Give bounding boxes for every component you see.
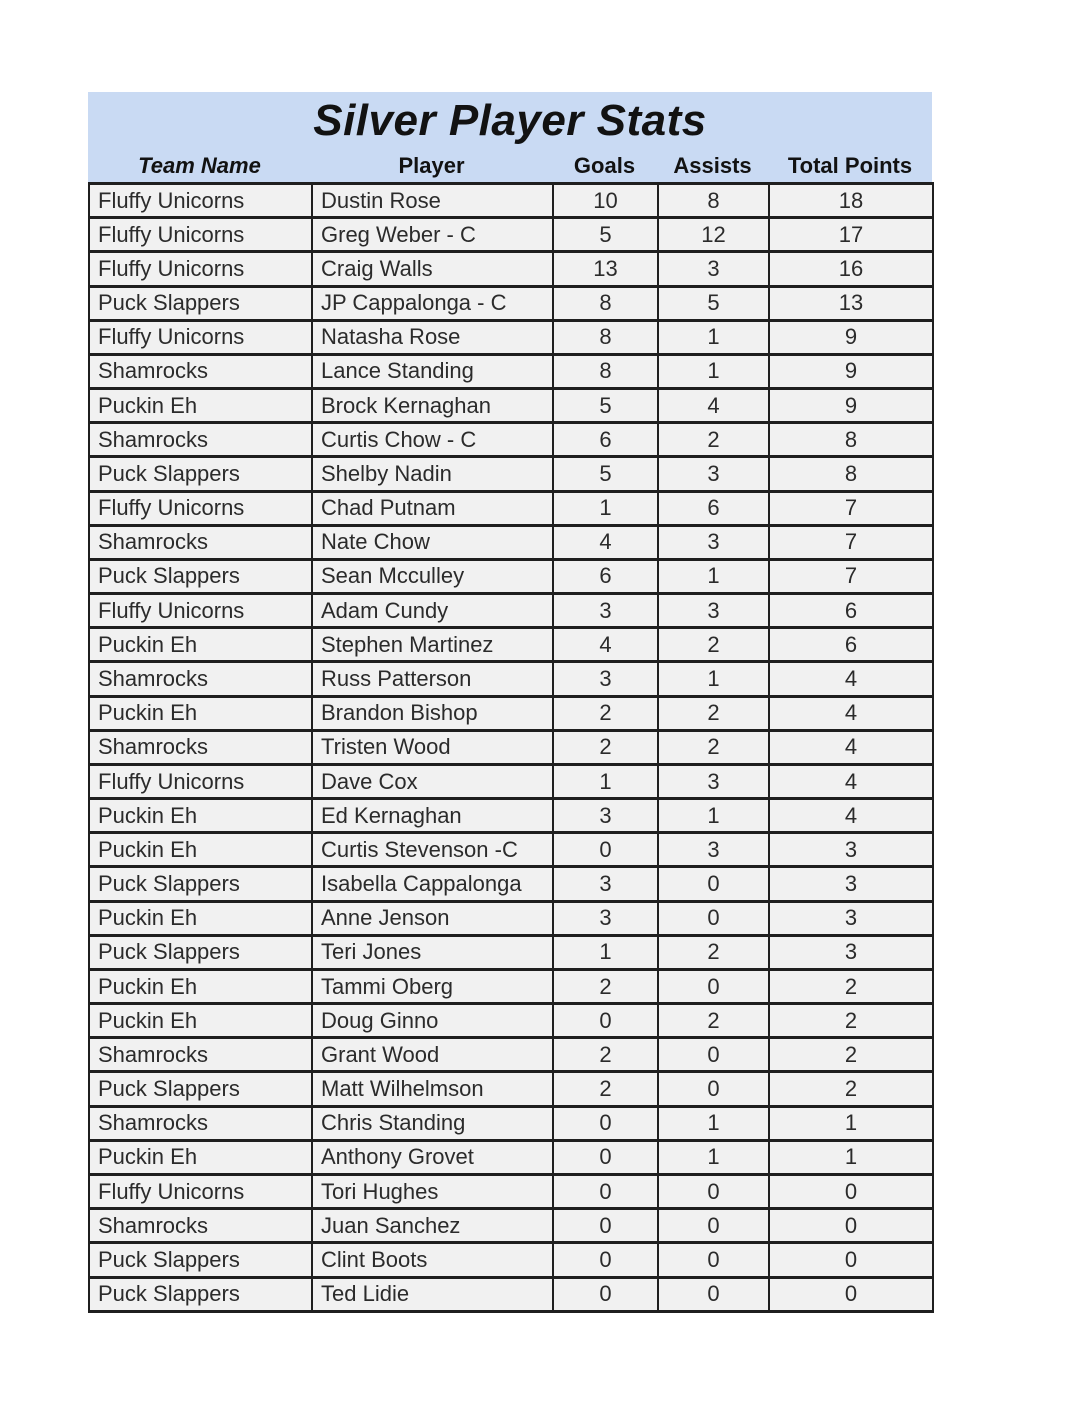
cell-total-points: 9	[769, 389, 933, 423]
column-header-assists: Assists	[673, 153, 752, 178]
cell-team-name: Fluffy Unicorns	[89, 594, 312, 628]
cell-assists: 0	[658, 1174, 769, 1208]
cell-assists: 2	[658, 628, 769, 662]
cell-total-points: 17	[769, 218, 933, 252]
cell-assists: 3	[658, 764, 769, 798]
table-row	[89, 901, 933, 935]
cell-player: Brock Kernaghan	[312, 389, 553, 423]
cell-assists: 1	[658, 354, 769, 388]
table-row	[89, 320, 933, 354]
cell-assists: 0	[658, 969, 769, 1003]
page-title: Silver Player Stats	[313, 96, 707, 145]
cell-total-points: 7	[769, 525, 933, 559]
cell-assists: 0	[658, 1209, 769, 1243]
cell-team-name: Shamrocks	[89, 1106, 312, 1140]
cell-goals: 6	[553, 559, 658, 593]
cell-player: JP Cappalonga - C	[312, 286, 553, 320]
cell-goals: 1	[553, 935, 658, 969]
column-header-total-points: Total Points	[787, 153, 913, 178]
cell-total-points: 2	[769, 969, 933, 1003]
table-row	[89, 525, 933, 559]
cell-player: Stephen Martinez	[312, 628, 553, 662]
cell-goals: 2	[553, 1072, 658, 1106]
cell-goals: 8	[553, 286, 658, 320]
cell-goals: 0	[553, 1277, 658, 1312]
cell-assists: 3	[658, 833, 769, 867]
cell-goals: 0	[553, 1106, 658, 1140]
table-row	[89, 389, 933, 423]
cell-team-name: Fluffy Unicorns	[89, 320, 312, 354]
cell-total-points: 8	[769, 423, 933, 457]
table-row	[89, 1277, 933, 1312]
cell-assists: 2	[658, 696, 769, 730]
cell-assists: 1	[658, 1106, 769, 1140]
column-header-row	[88, 150, 932, 182]
cell-player: Clint Boots	[312, 1243, 553, 1277]
cell-assists: 3	[658, 525, 769, 559]
table-row	[89, 354, 933, 388]
cell-team-name: Shamrocks	[89, 354, 312, 388]
cell-team-name: Puck Slappers	[89, 457, 312, 491]
cell-goals: 6	[553, 423, 658, 457]
cell-player: Grant Wood	[312, 1038, 553, 1072]
cell-player: Curtis Chow - C	[312, 423, 553, 457]
cell-assists: 12	[658, 218, 769, 252]
table-row	[89, 184, 933, 218]
cell-team-name: Shamrocks	[89, 662, 312, 696]
table-row	[89, 1106, 933, 1140]
cell-player: Craig Walls	[312, 252, 553, 286]
table-row	[89, 1243, 933, 1277]
cell-total-points: 3	[769, 935, 933, 969]
cell-assists: 0	[658, 1038, 769, 1072]
cell-assists: 8	[658, 184, 769, 218]
cell-goals: 3	[553, 799, 658, 833]
cell-team-name: Puck Slappers	[89, 1243, 312, 1277]
cell-total-points: 4	[769, 662, 933, 696]
cell-player: Brandon Bishop	[312, 696, 553, 730]
cell-goals: 0	[553, 833, 658, 867]
cell-team-name: Shamrocks	[89, 1209, 312, 1243]
cell-team-name: Shamrocks	[89, 423, 312, 457]
cell-total-points: 0	[769, 1209, 933, 1243]
table-row	[89, 1072, 933, 1106]
cell-total-points: 9	[769, 354, 933, 388]
stats-table-body	[89, 184, 933, 1312]
cell-player: Curtis Stevenson -C	[312, 833, 553, 867]
table-header-band	[88, 92, 932, 182]
cell-assists: 6	[658, 491, 769, 525]
table-row	[89, 1038, 933, 1072]
table-row	[89, 1140, 933, 1174]
cell-total-points: 4	[769, 799, 933, 833]
cell-player: Isabella Cappalonga	[312, 867, 553, 901]
cell-team-name: Puckin Eh	[89, 901, 312, 935]
table-row	[89, 662, 933, 696]
cell-team-name: Shamrocks	[89, 525, 312, 559]
cell-goals: 0	[553, 1209, 658, 1243]
cell-assists: 3	[658, 457, 769, 491]
cell-total-points: 18	[769, 184, 933, 218]
table-row	[89, 730, 933, 764]
table-row	[89, 969, 933, 1003]
cell-goals: 3	[553, 594, 658, 628]
cell-team-name: Puckin Eh	[89, 1004, 312, 1038]
cell-assists: 1	[658, 1140, 769, 1174]
cell-team-name: Fluffy Unicorns	[89, 184, 312, 218]
table-row	[89, 799, 933, 833]
cell-player: Russ Patterson	[312, 662, 553, 696]
cell-total-points: 0	[769, 1277, 933, 1312]
table-row	[89, 764, 933, 798]
cell-player: Shelby Nadin	[312, 457, 553, 491]
cell-goals: 8	[553, 320, 658, 354]
table-row	[89, 594, 933, 628]
cell-team-name: Puckin Eh	[89, 1140, 312, 1174]
cell-goals: 1	[553, 764, 658, 798]
cell-total-points: 7	[769, 491, 933, 525]
cell-team-name: Puck Slappers	[89, 1072, 312, 1106]
cell-player: Dave Cox	[312, 764, 553, 798]
cell-total-points: 6	[769, 628, 933, 662]
table-row	[89, 935, 933, 969]
cell-goals: 3	[553, 901, 658, 935]
cell-player: Teri Jones	[312, 935, 553, 969]
cell-total-points: 4	[769, 764, 933, 798]
column-header-goals: Goals	[573, 153, 636, 178]
cell-player: Juan Sanchez	[312, 1209, 553, 1243]
cell-assists: 3	[658, 594, 769, 628]
cell-goals: 5	[553, 389, 658, 423]
cell-assists: 0	[658, 1243, 769, 1277]
cell-total-points: 6	[769, 594, 933, 628]
cell-player: Anne Jenson	[312, 901, 553, 935]
cell-goals: 0	[553, 1004, 658, 1038]
table-row	[89, 833, 933, 867]
cell-total-points: 9	[769, 320, 933, 354]
cell-player: Ed Kernaghan	[312, 799, 553, 833]
cell-player: Doug Ginno	[312, 1004, 553, 1038]
table-row	[89, 1209, 933, 1243]
table-row	[89, 867, 933, 901]
cell-assists: 1	[658, 799, 769, 833]
cell-player: Sean Mcculley	[312, 559, 553, 593]
table-row	[89, 423, 933, 457]
cell-goals: 0	[553, 1174, 658, 1208]
table-row	[89, 252, 933, 286]
cell-player: Nate Chow	[312, 525, 553, 559]
cell-total-points: 3	[769, 901, 933, 935]
cell-total-points: 3	[769, 833, 933, 867]
cell-goals: 3	[553, 867, 658, 901]
cell-assists: 1	[658, 559, 769, 593]
cell-team-name: Fluffy Unicorns	[89, 252, 312, 286]
cell-goals: 0	[553, 1243, 658, 1277]
cell-total-points: 0	[769, 1243, 933, 1277]
cell-assists: 4	[658, 389, 769, 423]
cell-team-name: Puck Slappers	[89, 1277, 312, 1312]
cell-player: Matt Wilhelmson	[312, 1072, 553, 1106]
cell-player: Lance Standing	[312, 354, 553, 388]
cell-team-name: Puckin Eh	[89, 799, 312, 833]
cell-assists: 0	[658, 1277, 769, 1312]
cell-goals: 5	[553, 218, 658, 252]
cell-player: Chris Standing	[312, 1106, 553, 1140]
cell-total-points: 4	[769, 730, 933, 764]
cell-team-name: Shamrocks	[89, 730, 312, 764]
cell-assists: 3	[658, 252, 769, 286]
cell-assists: 5	[658, 286, 769, 320]
cell-team-name: Puckin Eh	[89, 969, 312, 1003]
cell-total-points: 2	[769, 1004, 933, 1038]
cell-team-name: Fluffy Unicorns	[89, 1174, 312, 1208]
cell-total-points: 1	[769, 1140, 933, 1174]
cell-total-points: 1	[769, 1106, 933, 1140]
cell-total-points: 3	[769, 867, 933, 901]
cell-goals: 1	[553, 491, 658, 525]
table-row	[89, 696, 933, 730]
cell-team-name: Fluffy Unicorns	[89, 764, 312, 798]
cell-goals: 2	[553, 730, 658, 764]
cell-goals: 4	[553, 525, 658, 559]
table-row	[89, 286, 933, 320]
cell-goals: 8	[553, 354, 658, 388]
cell-player: Natasha Rose	[312, 320, 553, 354]
cell-assists: 2	[658, 730, 769, 764]
table-row	[89, 218, 933, 252]
cell-assists: 0	[658, 901, 769, 935]
cell-player: Adam Cundy	[312, 594, 553, 628]
table-row	[89, 628, 933, 662]
cell-assists: 1	[658, 320, 769, 354]
cell-team-name: Puck Slappers	[89, 286, 312, 320]
table-row	[89, 491, 933, 525]
cell-team-name: Fluffy Unicorns	[89, 491, 312, 525]
cell-player: Dustin Rose	[312, 184, 553, 218]
cell-assists: 0	[658, 1072, 769, 1106]
cell-goals: 2	[553, 969, 658, 1003]
cell-assists: 2	[658, 935, 769, 969]
cell-total-points: 8	[769, 457, 933, 491]
cell-player: Tristen Wood	[312, 730, 553, 764]
table-row	[89, 1004, 933, 1038]
cell-team-name: Puckin Eh	[89, 833, 312, 867]
cell-goals: 5	[553, 457, 658, 491]
cell-total-points: 2	[769, 1072, 933, 1106]
cell-team-name: Puckin Eh	[89, 696, 312, 730]
table-row	[89, 559, 933, 593]
cell-goals: 2	[553, 1038, 658, 1072]
cell-total-points: 2	[769, 1038, 933, 1072]
table-row	[89, 457, 933, 491]
cell-total-points: 4	[769, 696, 933, 730]
column-header-team-name: Team Name	[138, 153, 261, 178]
cell-total-points: 0	[769, 1174, 933, 1208]
stats-table	[88, 182, 934, 1313]
table-row	[89, 1174, 933, 1208]
cell-goals: 3	[553, 662, 658, 696]
cell-team-name: Shamrocks	[89, 1038, 312, 1072]
cell-team-name: Puckin Eh	[89, 628, 312, 662]
cell-assists: 0	[658, 867, 769, 901]
cell-team-name: Puckin Eh	[89, 389, 312, 423]
cell-player: Tori Hughes	[312, 1174, 553, 1208]
column-header-player: Player	[398, 153, 465, 178]
cell-player: Greg Weber - C	[312, 218, 553, 252]
cell-goals: 2	[553, 696, 658, 730]
cell-team-name: Puck Slappers	[89, 867, 312, 901]
cell-player: Tammi Oberg	[312, 969, 553, 1003]
cell-total-points: 16	[769, 252, 933, 286]
cell-goals: 0	[553, 1140, 658, 1174]
cell-goals: 13	[553, 252, 658, 286]
cell-assists: 1	[658, 662, 769, 696]
cell-total-points: 7	[769, 559, 933, 593]
cell-goals: 4	[553, 628, 658, 662]
cell-assists: 2	[658, 1004, 769, 1038]
cell-goals: 10	[553, 184, 658, 218]
cell-team-name: Fluffy Unicorns	[89, 218, 312, 252]
cell-team-name: Puck Slappers	[89, 935, 312, 969]
cell-total-points: 13	[769, 286, 933, 320]
cell-player: Ted Lidie	[312, 1277, 553, 1312]
cell-player: Chad Putnam	[312, 491, 553, 525]
player-stats-sheet	[88, 92, 932, 1313]
cell-player: Anthony Grovet	[312, 1140, 553, 1174]
cell-assists: 2	[658, 423, 769, 457]
cell-team-name: Puck Slappers	[89, 559, 312, 593]
